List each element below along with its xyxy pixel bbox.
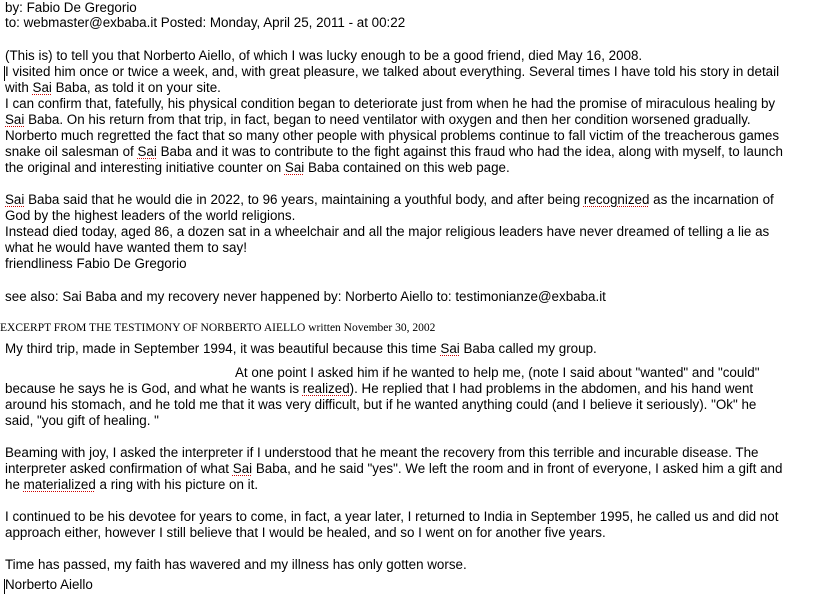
signature-line: friendliness Fabio De Gregorio — [5, 256, 187, 271]
byline: by: Fabio De Gregorio — [5, 0, 137, 15]
see-also-line: see also: Sai Baba and my recovery never happened by: Norberto Aiello to: testimonianze@exbaba.it — [5, 289, 606, 304]
letter-line: what he would have wanted them to say! — [5, 240, 247, 255]
spell-flag: realized — [302, 381, 350, 396]
excerpt-line: Beaming with joy, I asked the interpreter if I understood that he meant the recovery from this terrible and incurable disease. The — [5, 445, 759, 460]
excerpt-line: around his stomach, and he told me that it was very difficult, but if he wanted anything could (and I believe it seriously). "Ok" he — [5, 397, 757, 412]
letter-line: God by the highest leaders of the world religions. — [5, 208, 296, 223]
spell-flag: Sai — [5, 192, 25, 207]
letter-line: the original and interesting initiative counter on Sai Baba contained on this web page. — [5, 160, 510, 175]
spell-flag: Sai — [5, 112, 25, 127]
excerpt-line: I continued to be his devotee for years to come, in fact, a year later, I returned to India in September 1995, he called us and did not — [5, 509, 779, 524]
spell-flag: Sai — [440, 341, 460, 356]
letter-line: (This is) to tell you that Norberto Aiello, of which I was lucky enough to be a good friend, died May 16, 2008. — [5, 48, 643, 63]
excerpt-line: said, "you gift of healing. " — [5, 413, 159, 428]
excerpt-line: My third trip, made in September 1994, it was beautiful because this time Sai Baba called my group. — [5, 341, 597, 356]
spell-flag: Sai — [137, 144, 157, 159]
spell-flag: Sai — [284, 160, 305, 175]
letter-line: Sai Baba. On his return from that trip, in fact, began to need ventilator with oxygen and then her condition worsened gradually. — [5, 112, 751, 127]
letter-line: Norberto much regretted the fact that so many other people with physical problems continue to fall victim of the treacherous games — [5, 128, 780, 143]
excerpt-line: he materialized a ring with his picture on it. — [5, 477, 259, 492]
excerpt-title: EXCERPT FROM THE TESTIMONY OF NORBERTO AIELLO written November 30, 2002 — [0, 322, 436, 334]
letter-line: Sai Baba said that he would die in 2022, to 96 years, maintaining a youthful body, and after being recognized as the incarnation of — [5, 192, 774, 207]
excerpt-line: Time has passed, my faith has wavered and my illness has only gotten worse. — [5, 557, 467, 572]
excerpt-line: At one point I asked him if he wanted to help me, (note I said about "wanted" and "could" — [235, 365, 760, 380]
letter-line: I can confirm that, fatefully, his physical condition began to deteriorate just from when he had the promise of miraculous healing by — [5, 96, 776, 111]
excerpt-line: approach either, however I still believe that I would be healed, and so I went on for another five years. — [5, 525, 606, 540]
letter-line: Instead died today, aged 86, a dozen sat in a wheelchair and all the major religious leaders have never dreamed of telling a lie as — [5, 224, 770, 239]
excerpt-line: interpreter asked confirmation of what Sai Baba, and he said "yes". We left the room and in front of everyone, I asked him a gift and — [5, 461, 783, 476]
letter-line: with Sai Baba, as told it on your site. — [5, 80, 221, 95]
spell-flag: materialized — [23, 477, 96, 492]
spell-flag: recognized — [583, 192, 650, 207]
letter-line: I visited him once or twice a week, and, with great pleasure, we talked about everything. Several times I have told his story in detail — [5, 64, 780, 79]
spell-flag: Sai — [32, 80, 52, 95]
letter-line: snake oil salesman of Sai Baba and it was to contribute to the fight against this fraud who had the idea, along with myself, to launch — [5, 144, 783, 159]
excerpt-line: because he says he is God, and what he wants is realized). He replied that I had problems in the abdomen, and his hand went — [5, 381, 754, 396]
recipient-posted-line: to: webmaster@exbaba.it Posted: Monday, April 25, 2011 - at 00:22 — [5, 15, 406, 30]
spell-flag: Sai — [232, 461, 253, 476]
excerpt-signature: Norberto Aiello — [5, 577, 93, 592]
